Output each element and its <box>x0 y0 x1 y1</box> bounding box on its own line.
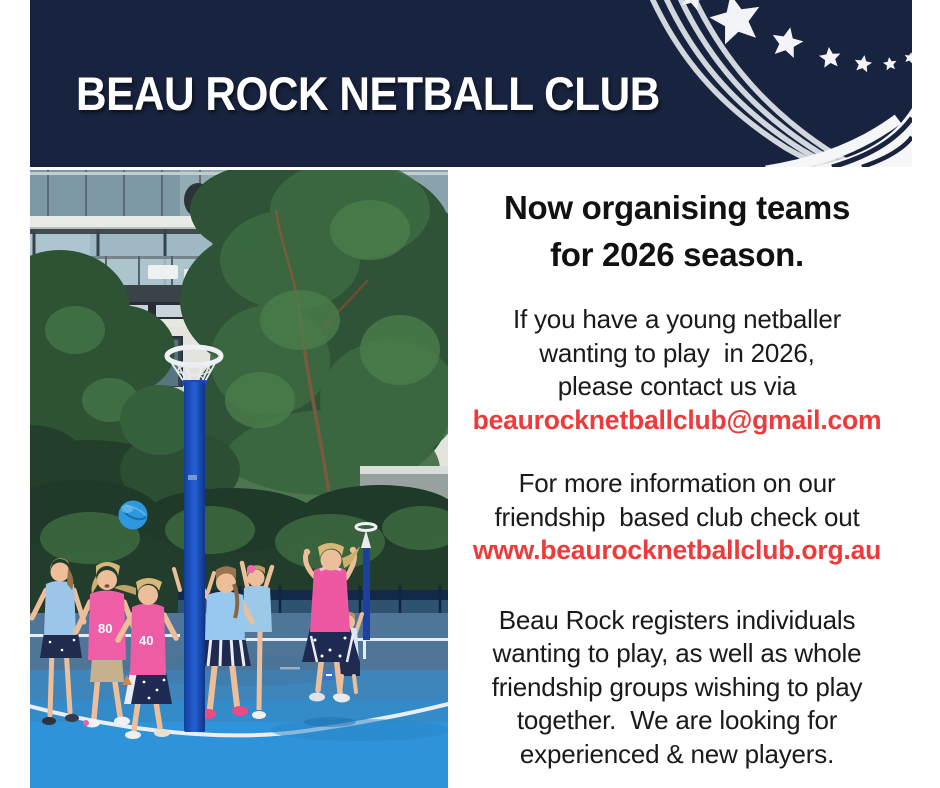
jersey-number: 80 <box>98 621 113 636</box>
photo-illustration <box>30 170 448 788</box>
para1-line-1: If you have a young netballer <box>512 304 842 334</box>
para3-line-3: friendship groups wishing to play <box>491 671 863 702</box>
netball-ball <box>119 501 148 530</box>
para3-line-5: experienced & new players. <box>519 738 835 769</box>
website-link[interactable]: www.beaurocknetballclub.org.au <box>472 535 882 565</box>
heading-line-2: for 2026 season. <box>550 236 804 273</box>
para2-line-2: friendship based club check out <box>494 501 860 532</box>
para3-line-2: wanting to play, as well as whole <box>492 638 862 668</box>
heading-line-1: Now organising teams <box>503 189 851 226</box>
para3-line-4: together. We are looking for <box>516 705 838 735</box>
heading <box>448 184 906 278</box>
para2-line-1: For more information on our <box>518 468 836 498</box>
netball-court-photo <box>30 170 448 788</box>
paragraph-registration <box>448 604 906 772</box>
email-link[interactable]: beaurocknetballclub@gmail.com <box>472 404 882 435</box>
club-name-title: BEAU ROCK NETBALL CLUB <box>76 67 660 120</box>
jersey-number: 40 <box>139 633 154 648</box>
para1-line-3: please contact us via <box>557 371 797 401</box>
paragraph-contact <box>448 303 906 437</box>
para3-line-1: Beau Rock registers individuals <box>498 604 856 635</box>
flyer-text-column <box>448 170 906 788</box>
paragraph-website <box>448 467 906 568</box>
para1-line-2: wanting to play in 2026, <box>539 337 815 368</box>
club-banner <box>30 0 912 167</box>
